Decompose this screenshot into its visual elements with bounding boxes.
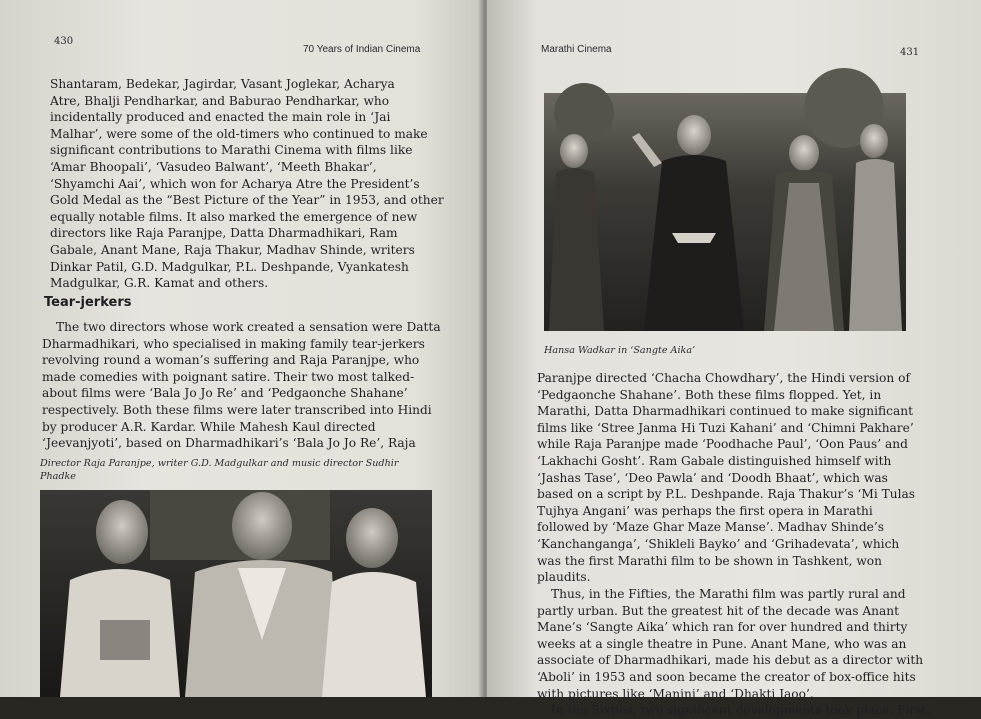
caption-line: Director Raja Paranjpe, writer G.D. Madgulkar and music director Sudhir (40, 458, 399, 469)
text-line: by producer A.R. Kardar. While Mahesh Kaul directed (42, 419, 376, 434)
text-line: incidentally produced and enacted the main role in ‘Jai (50, 110, 391, 125)
text-line: films like ‘Stree Janma Hi Tuzi Kahani’ and ‘Chimni Pakhare’ (537, 420, 914, 435)
text-line: ‘Amar Bhoopali’, ‘Vasudeo Balwant’, ‘Meeth Bhakar’, (50, 159, 377, 174)
text-line: while Raja Paranjpe made ‘Poodhache Paul’, ‘Oon Paus’ and (537, 437, 908, 452)
photo-hansa-wadkar (544, 93, 906, 331)
photo-illustration (40, 490, 432, 697)
text-line: with pictures like ‘Manini’ and ‘Dhakti Jaoo’. (537, 686, 814, 701)
text-line: ‘Shyamchi Aai’, which won for Acharya Atre the President’s (50, 176, 420, 191)
text-line: Shantaram, Bedekar, Jagirdar, Vasant Joglekar, Acharya (50, 77, 395, 91)
text-line: Atre, Bhalji Pendharkar, and Baburao Pendharkar, who (50, 93, 390, 108)
right-running-head: Marathi Cinema (541, 44, 612, 55)
text-line: Mane’s ‘Sangte Aika’ which ran for over hundred and thirty (537, 620, 908, 635)
text-line: equally notable films. It also marked the emergence of new (50, 209, 418, 224)
text-line: about films were ‘Bala Jo Jo Re’ and ‘Pedgaonche Shahane’ (42, 386, 408, 401)
left-running-head: 70 Years of Indian Cinema (303, 44, 421, 55)
text-line: Gold Medal as the “Best Picture of the Year” in 1953, and other (50, 193, 444, 208)
caption-line: Phadke (40, 470, 76, 482)
text-line: respectively. Both these films were later transcribed into Hindi (42, 402, 432, 417)
text-line: partly urban. But the greatest hit of the decade was Anant (537, 603, 900, 618)
left-photo-caption (40, 458, 460, 483)
text-line: ‘Kanchanganga’, ‘Shikleli Bayko’ and ‘Grihadevata’, which (537, 536, 900, 551)
text-line: associate of Dharmadhikari, made his debut as a director with (537, 653, 924, 668)
text-line: weeks at a single theatre in Pune. Anant Mane, who was an (537, 636, 907, 651)
text-line: Thus, in the Fifties, the Marathi film was partly rural and (551, 587, 906, 601)
text-line: Paranjpe directed ‘Chacha Chowdhary’, the Hindi version of (537, 371, 910, 385)
right-paragraph-1 (537, 370, 957, 586)
text-line: Marathi, Datta Dharmadhikari continued to make significant (537, 404, 914, 419)
text-line: ‘Lakhachi Gosht’. Ram Gabale distinguished himself with (537, 453, 892, 468)
right-page (487, 0, 981, 718)
text-line: Malhar’, were some of the old-timers who continued to make (50, 126, 428, 141)
photo-illustration (544, 93, 906, 331)
text-line: Dinkar Patil, G.D. Madgulkar, P.L. Deshpande, Vyankatesh (50, 259, 409, 274)
left-paragraph-1 (50, 76, 450, 292)
text-line: Madgulkar, G.R. Kamat and others. (50, 276, 269, 291)
text-line: Gabale, Anant Mane, Raja Thakur, Madhav Shinde, writers (50, 242, 415, 257)
text-line: directors like Raja Paranjpe, Datta Dharmadhikari, Ram (50, 226, 398, 241)
left-page-number: 430 (54, 36, 74, 47)
text-line: The two directors whose work created a sensation were Datta (56, 320, 441, 334)
text-line: revolving round a woman’s suffering and Raja Paranjpe, who (42, 353, 420, 368)
text-line: ‘Jashas Tase’, ‘Deo Pawla’ and ‘Doodh Bhaat’, which was (537, 470, 888, 485)
text-line: made comedies with poignant satire. Their two most talked- (42, 369, 415, 384)
left-paragraph-2 (42, 319, 452, 452)
text-line: based on a script by P.L. Deshpande. Raja Thakur’s ‘Mi Tulas (537, 487, 916, 502)
text-line: ‘Pedgaonche Shahane’. Both these films flopped. Yet, in (537, 387, 882, 402)
text-line: significant contributions to Marathi Cinema with films like (50, 143, 413, 158)
photo-three-men (40, 490, 432, 697)
left-page (0, 0, 487, 697)
right-photo-caption: Hansa Wadkar in ‘Sangte Aika’ (544, 345, 696, 356)
text-line: plaudits. (537, 570, 591, 585)
text-line: Tujhya Angani’ was perhaps the first opera in Marathi (537, 503, 873, 518)
section-heading: Tear-jerkers (44, 295, 132, 310)
text-line: followed by ‘Maze Ghar Maze Manse’. Madhav Shinde’s (537, 520, 884, 535)
right-page-number: 431 (900, 47, 920, 58)
text-line: ‘Jeevanjyoti’, based on Dharmadhikari’s ‘Bala Jo Jo Re’, Raja (42, 436, 416, 451)
text-line: Dharmadhikari, who specialised in making family tear-jerkers (42, 336, 425, 351)
text-line: was the first Marathi film to be shown in Tashkent, won (537, 553, 882, 568)
text-line: In the Sixties, two significant developments took place. First, (551, 703, 931, 718)
text-line: ‘Aboli’ in 1953 and soon became the creator of box-office hits (537, 669, 916, 684)
right-paragraph-2 (537, 586, 957, 719)
